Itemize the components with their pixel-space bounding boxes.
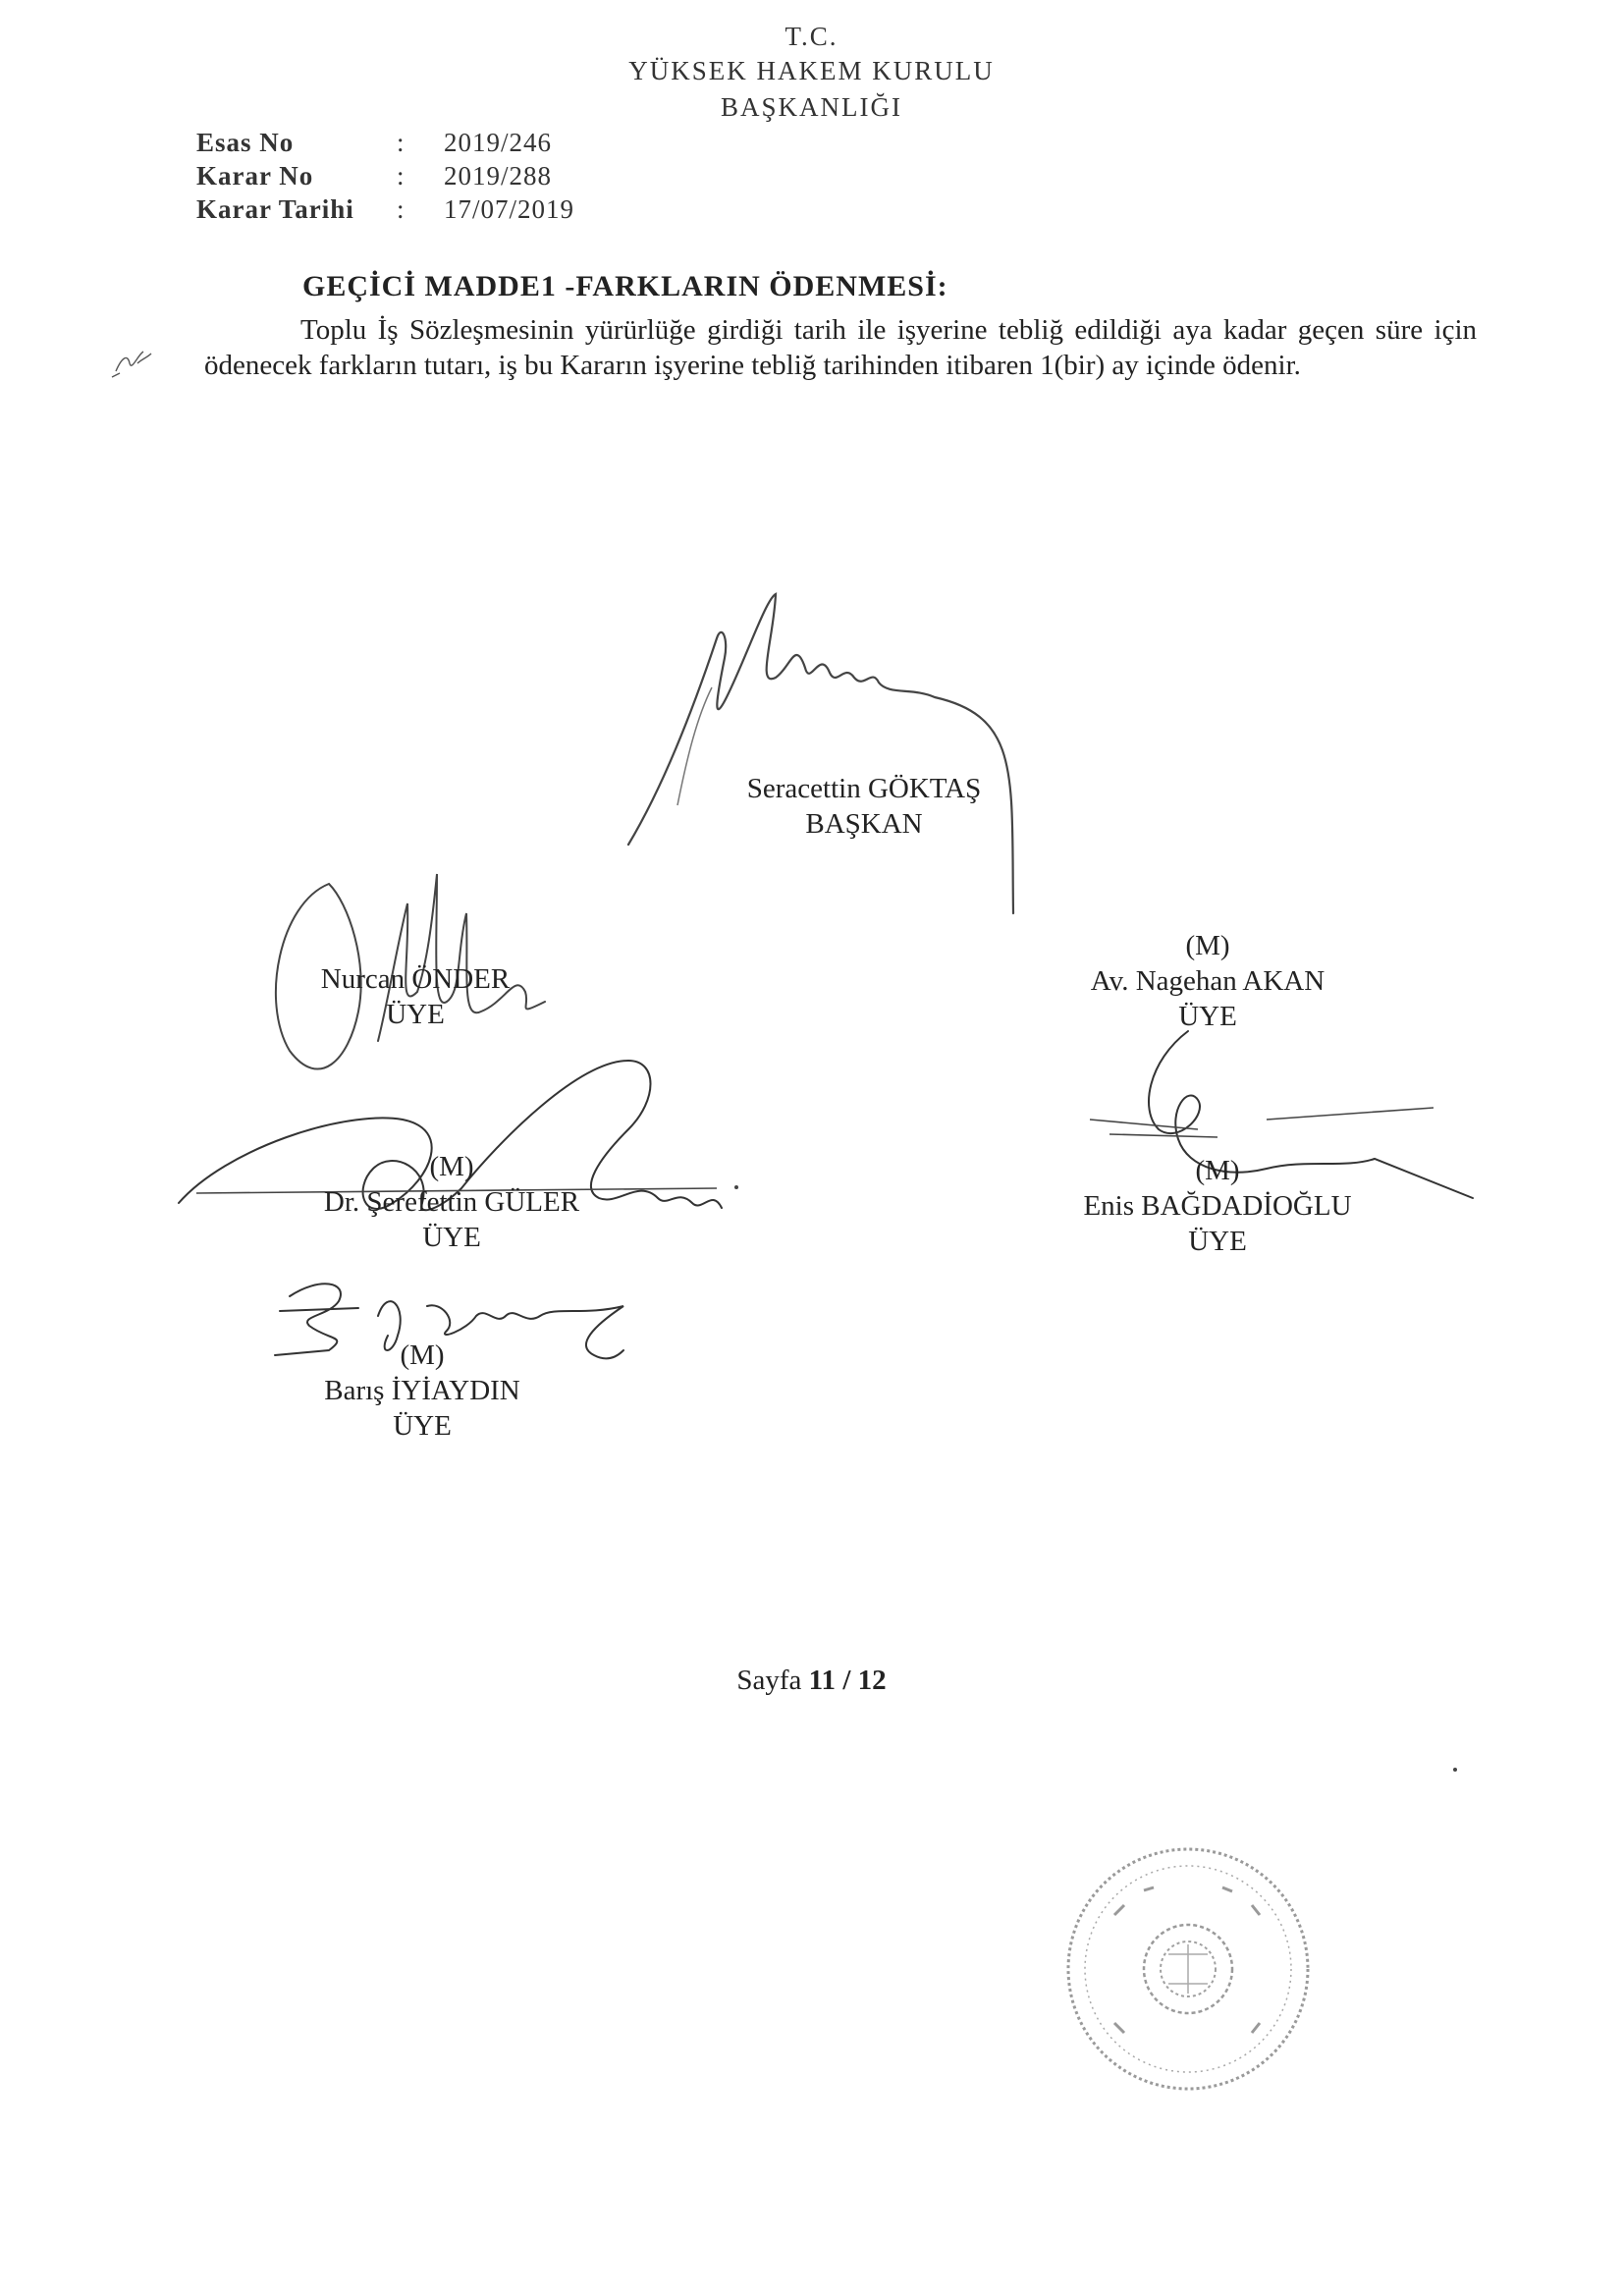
member3-role: ÜYE <box>422 1222 481 1253</box>
chair-name: Seracettin GÖKTAŞ <box>746 773 982 804</box>
member5-mark: (M) <box>400 1339 445 1371</box>
member1-role: ÜYE <box>386 999 445 1030</box>
meta-label: Karar Tarihi <box>196 194 354 224</box>
member3-mark: (M) <box>429 1151 474 1182</box>
meta-colon: : <box>397 128 405 157</box>
page-prefix: Sayfa <box>736 1665 802 1696</box>
meta-value: 2019/288 <box>444 161 553 191</box>
member3-name: Dr. Şerefettin GÜLER <box>323 1186 580 1218</box>
meta-row-tarih <box>196 194 609 228</box>
member2-role: ÜYE <box>1178 1001 1237 1032</box>
member4-role: ÜYE <box>1188 1226 1247 1257</box>
member4-name: Enis BAĞDADİOĞLU <box>1083 1190 1352 1222</box>
meta-value: 17/07/2019 <box>444 194 575 224</box>
meta-value: 2019/246 <box>444 128 553 157</box>
meta-colon: : <box>397 161 405 191</box>
member5-name: Barış İYİAYDIN <box>324 1375 520 1406</box>
meta-row-esas <box>196 128 609 161</box>
margin-initials-mark <box>108 334 167 383</box>
page-total: 12 <box>857 1665 887 1696</box>
member4-signature-block <box>1031 1153 1404 1259</box>
member3-signature-block <box>255 1149 648 1255</box>
meta-colon: : <box>397 194 405 224</box>
member5-signature-block <box>236 1338 609 1444</box>
article-body <box>204 312 1477 383</box>
meta-label: Karar No <box>196 161 314 191</box>
member1-name: Nurcan ÖNDER <box>320 963 511 995</box>
header-institution: YÜKSEK HAKEM KURULU <box>628 56 995 85</box>
page-number <box>0 1665 1623 1697</box>
header-presidency: BAŞKANLIĞI <box>721 92 902 122</box>
header-tc: T.C. <box>784 22 839 51</box>
member1-signature-block <box>253 961 577 1032</box>
chair-role: BAŞKAN <box>805 808 923 840</box>
signature-dot <box>734 1185 738 1189</box>
member5-role: ÜYE <box>393 1410 452 1442</box>
member2-name: Av. Nagehan AKAN <box>1090 965 1325 997</box>
official-seal-stamp <box>1055 1836 1321 2102</box>
scan-speck <box>1453 1768 1457 1772</box>
page-current: 11 <box>808 1665 837 1696</box>
case-metadata <box>196 128 609 246</box>
chair-signature-block <box>668 771 1060 842</box>
member4-mark: (M) <box>1195 1155 1240 1186</box>
meta-label: Esas No <box>196 128 295 157</box>
meta-row-karar <box>196 161 609 194</box>
article-paragraph: Toplu İş Sözleşmesinin yürürlüğe girdiği tarih ile işyerine tebliğ edildiği aya kadar geçen süre için ödenecek farkların tutarı, iş bu Kararın işyerine tebliğ tarihinden itibaren 1(bir) ay içinde ödenir. <box>204 314 1477 381</box>
member2-mark: (M) <box>1185 930 1230 961</box>
article-title: GEÇİCİ MADDE1 -FARKLARIN ÖDENMESİ: <box>302 270 948 302</box>
page-separator: / <box>842 1665 851 1696</box>
member2-signature-block <box>1021 928 1394 1034</box>
chair-signature <box>619 579 1031 923</box>
